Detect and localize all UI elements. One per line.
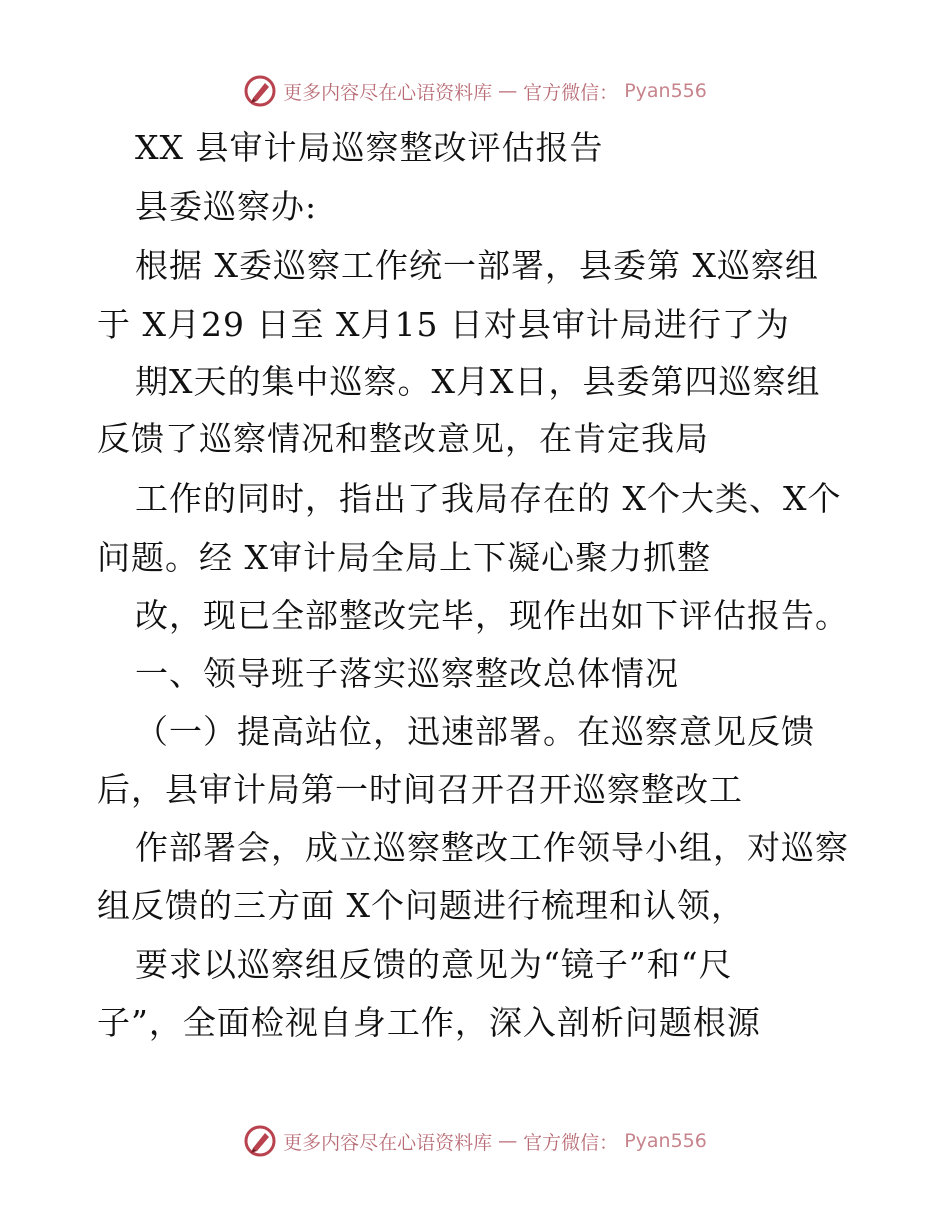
paragraph-line: 问题。经 X审计局全局上下凝心聚力抓整	[97, 538, 711, 577]
paragraph-line: 根据 X委巡察工作统一部署，县委第 X巡察组	[135, 246, 819, 285]
document-title: XX 县审计局巡察整改评估报告	[135, 128, 604, 167]
addressee-line: 县委巡察办:	[135, 187, 318, 226]
paragraph-line: 组反馈的三方面 X个问题进行梳理和认领，	[97, 886, 745, 925]
watermark-dash: —	[498, 80, 518, 102]
paragraph-line: 要求以巡察组反馈的意见为“镜子”和“尺	[135, 945, 733, 984]
paragraph-line: 子”，全面检视自身工作，深入剖析问题根源	[97, 1003, 761, 1042]
paragraph-line: 作部署会，成立巡察整改工作领导小组，对巡察	[135, 828, 849, 867]
watermark-site-text: 更多内容尽在心语资料库	[283, 1131, 493, 1154]
pen-logo-icon	[243, 74, 277, 108]
paragraph-line: 工作的同时，指出了我局存在的 X个大类、X个	[135, 479, 842, 518]
watermark-account: Pyan556	[624, 80, 707, 102]
paragraph-line: 期X天的集中巡察。X月X日，县委第四巡察组	[135, 362, 821, 401]
watermark-official-label: 官方微信：	[523, 81, 619, 104]
footer-watermark	[0, 1124, 950, 1158]
watermark-site-text: 更多内容尽在心语资料库	[283, 81, 493, 104]
watermark-account: Pyan556	[624, 1130, 707, 1152]
subsection-heading: （一）提高站位，迅速部署。在巡察意见反馈	[135, 712, 815, 751]
paragraph-line: 改，现已全部整改完毕，现作出如下评估报告。	[135, 596, 849, 635]
paragraph-line: 于 X月29 日至 X月15 日对县审计局进行了为	[97, 305, 790, 344]
section-heading: 一、领导班子落实巡察整改总体情况	[135, 654, 679, 693]
watermark-official-label: 官方微信：	[523, 1131, 619, 1154]
paragraph-line: 后，县审计局第一时间召开召开巡察整改工	[97, 770, 743, 809]
watermark-dash: —	[498, 1130, 518, 1152]
header-watermark	[0, 74, 950, 108]
paragraph-line: 反馈了巡察情况和整改意见，在肯定我局	[97, 419, 709, 458]
pen-logo-icon	[243, 1124, 277, 1158]
